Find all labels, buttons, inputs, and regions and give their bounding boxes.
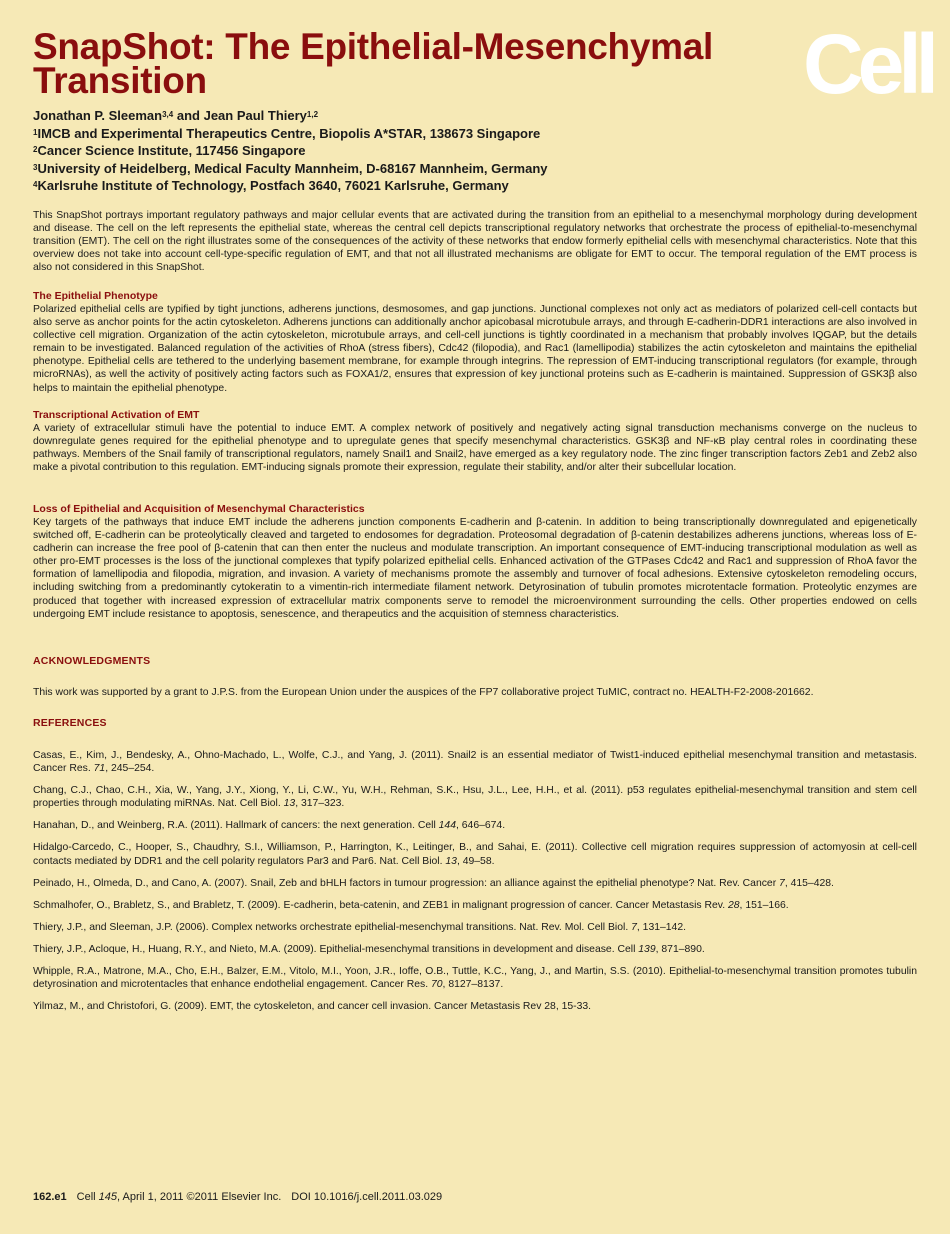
journal-logo: Cell (802, 17, 933, 111)
reference-item: Yilmaz, M., and Christofori, G. (2009). EMT, the cytoskeleton, and cancer cell invasion. Cancer Metastasis Rev 28, 15-33. (33, 1001, 592, 1013)
reference-item: Schmalhofer, O., Brabletz, S., and Brabletz, T. (2009). E-cadherin, beta-catenin, and ZEB1 in malignant progression of cancer. Cancer Metastasis Rev. 28, 151–166. (33, 899, 789, 911)
reference-list (33, 749, 917, 1022)
affiliation: $^4$Karlsruhe Institute of Technology, Postfach 3640, 76021 Karlsruhe, Germany (33, 178, 509, 193)
references-heading-block (33, 717, 917, 730)
section-body: Polarized epithelial cells are typified by tight junctions, adherens junctions, desmosomes, and gap junctions. Junctional complexes not only act as mediators of polarized cell-cell contacts but also serve as anchor points for the actin cytoskeleton. Adherens junctions can additionally anchor apicobasal microtubule arrays, and through E-cadherin-DDR1 interactions are also involved in collective cell migration. Organization of the actin cytoskeleton, microtubule arrays, and cell-cell junctions is tightly coordinated in a mechanism that probably involves IQGAP, but the details remain to be investigated. Balanced regulation of the activities of RhoA (stress fibers), Cdc42 (filopodia), and Rac1 (lamellipodia) stabilizes the actin cytoskeleton and maintains the epithelial phenotype. Epithelial cells are tethered to the underlying basement membrane, for example through integrins. The repression of EMT-inducing transcriptional regulators (for example, through microRNAs), as well the activity of positively acting factors such as FOXA1/2, ensures that expression of key junctional proteins such as E-cadherin is maintained. Suppression of GSK3β also helps to maintain the epithelial phenotype. (33, 304, 917, 394)
affiliation: $^2$Cancer Science Institute, 117456 Singapore (33, 143, 306, 158)
section-heading: The Epithelial Phenotype (33, 290, 158, 302)
acknowledgments-heading-block (33, 655, 917, 668)
section-loss-of-epithelial (33, 503, 917, 621)
section-heading: Loss of Epithelial and Acquisition of Mesenchymal Characteristics (33, 503, 365, 515)
author-block (33, 107, 913, 195)
page-title: SnapShot: The Epithelial-Mesenchymal Transition (33, 26, 713, 101)
reference-item: Casas, E., Kim, J., Bendesky, A., Ohno-Machado, L., Wolfe, C.J., and Yang, J. (2011). Snail2 is an essential mediator of Twist1-induced epithelial mesenchymal transition and metastasis. Cancer Res. 71, 245–254. (33, 750, 917, 775)
intro-paragraph: This SnapShot portrays important regulatory pathways and major cellular events that are activated during the transition from an epithelial to a mesenchymal morphology during development and disease. The cell on the left represents the epithelial state, whereas the central cell depicts transcriptional regulatory networks that orchestrate the process of epithelial-to-mesenchymal transition (EMT). The cell on the right illustrates some of the consequences of the activity of these networks that endow formerly epithelial cells with mesenchymal characteristics. Note that this overview does not take into account cell-type-specific regulation of EMT, and that not all illustrated mechanisms are obligate for EMT to occur. The temporal regulation of the EMT process is also not considered in this SnapShot. (33, 210, 917, 274)
reference-item: Hanahan, D., and Weinberg, R.A. (2011). Hallmark of cancers: the next generation. Cell 144, 646–674. (33, 820, 506, 832)
author-name: Jonathan P. Sleeman (33, 108, 163, 123)
author-sup: 1,2 (306, 110, 319, 119)
reference-item: Thiery, J.P., Acloque, H., Huang, R.Y., and Nieto, M.A. (2009). Epithelial-mesenchymal transitions in development and disease. Cell 139, 871–890. (33, 943, 705, 955)
page-footer (33, 1190, 442, 1204)
author-join: and (176, 108, 200, 123)
references-heading: REFERENCES (33, 717, 107, 729)
section-body: Key targets of the pathways that induce EMT include the adherens junction components E-cadherin and β-catenin. In addition to being transcriptionally downregulated and epigenetically switched off, E-cadherin can be proteolytically cleaved and targeted to endosomes for degradation. Proteosomal degradation of β-catenin destabilizes adherens junctions, whereas loss of E-cadherin can increase the free pool of β-catenin that can then enter the nucleus and modulate transcription. An important consequence of EMT-inducing transcriptional modulation as well as other pro-EMT processes is the loss of the junctional complexes that typify polarized epithelial cells. Enhanced activation of the GTPases Cdc42 and Rac1 and suppression of RhoA favor the formation of lamellipodia and filopodia, migration, and invasion. A variety of mechanisms promote the assembly and turnover of focal adhesions. Extensive cytoskeleton remodeling occurs, including switching from a predominantly cytokeratin to a vimentin-rich intermediate filament network. Detyrosination of tubulin promotes microtentacle formation. Proteolytic enzymes are produced that together with increased expression of extracellular matrix components serve to remodel the microenvironment surrounding the cells. Other properties endowed on cells undergoing EMT include resistance to apoptosis, senescence, and therapeutics and the acquisition of stemness characteristics. (33, 517, 917, 620)
journal-date: , April 1, 2011 ©2011 Elsevier Inc. (117, 1191, 282, 1203)
affiliation: $^3$University of Heidelberg, Medical Faculty Mannheim, D-68167 Mannheim, Germany (33, 160, 548, 176)
reference-item: Chang, C.J., Chao, C.H., Xia, W., Yang, J.Y., Xiong, Y., Li, C.W., Yu, W.H., Rehman, S.K., Hsu, J.L., Lee, H.H., et al. (2011). p53 regulates epithelial-mesenchymal transition and stem cell properties through modulating miRNAs. Nat. Cell Biol. 13, 317–323. (33, 785, 917, 810)
section-heading: Transcriptional Activation of EMT (33, 409, 200, 421)
acknowledgments-heading: ACKNOWLEDGMENTS (33, 655, 151, 667)
journal-volume: 145 (98, 1191, 118, 1203)
section-epithelial-phenotype (33, 290, 917, 395)
section-body: A variety of extracellular stimuli have the potential to induce EMT. A complex network of positively and negatively acting signal transduction mechanisms converge on the nucleus to downregulate genes required for the epithelial phenotype and to upregulate genes that specify mesenchymal characteristics. GSK3β and NF-κB play central roles in coordinating these pathways. Members of the Snail family of transcriptional regulators, namely Snail1 and Snail2, have emerged as a key regulatory node. The zinc finger transcription factors Zeb1 and Zeb2 also make a pivotal contribution to this regulation. EMT-inducing signals promote their expression, regulate their stability, and/or alter their subcellular location. (33, 423, 917, 474)
journal-name: Cell (76, 1191, 96, 1203)
author-line (33, 107, 913, 125)
section-transcriptional-activation (33, 409, 917, 474)
acknowledgments-text: This work was supported by a grant to J.P.S. from the European Union under the auspices of the FP7 collaborative project TuMIC, contract no. HEALTH-F2-2008-201662. (33, 687, 814, 698)
page-number: 162.e1 (33, 1191, 67, 1203)
acknowledgments-section (33, 686, 917, 699)
reference-item: Thiery, J.P., and Sleeman, J.P. (2006). Complex networks orchestrate epithelial-mesenchymal transitions. Nat. Rev. Mol. Cell Biol. 7, 131–142. (33, 921, 687, 933)
reference-item: Peinado, H., Olmeda, D., and Cano, A. (2007). Snail, Zeb and bHLH factors in tumour progression: an alliance against the epithelial phenotype? Nat. Rev. Cancer 7, 415–428. (33, 877, 834, 889)
intro-section (33, 209, 917, 274)
affiliation: $^1$IMCB and Experimental Therapeutics Centre, Biopolis A*STAR, 138673 Singapore (33, 125, 541, 141)
reference-item: Whipple, R.A., Matrone, M.A., Cho, E.H., Balzer, E.M., Vitolo, M.I., Yoon, J.R., Ioffe, O.B., Tuttle, K.C., Yang, J., and Martin, S.S. (2010). Epithelial-to-mesenchymal transition promotes tubulin detyrosination and microtentacles that enhance endothelial engagement. Cancer Res. 70, 8127–8137. (33, 966, 917, 991)
doi-link[interactable]: DOI 10.1016/j.cell.2011.03.029 (291, 1191, 443, 1203)
author-sup: 3,4 (162, 110, 174, 119)
author-name: Jean Paul Thiery (203, 108, 307, 123)
reference-item: Hidalgo-Carcedo, C., Hooper, S., Chaudhry, S.I., Williamson, P., Harrington, K., Leitinger, B., and Sahai, E. (2011). Collective cell migration requires suppression of actomyosin at cell-cell contacts mediated by DDR1 and the cell polarity regulators Par3 and Par6. Nat. Cell Biol. 13, 49–58. (33, 842, 917, 867)
